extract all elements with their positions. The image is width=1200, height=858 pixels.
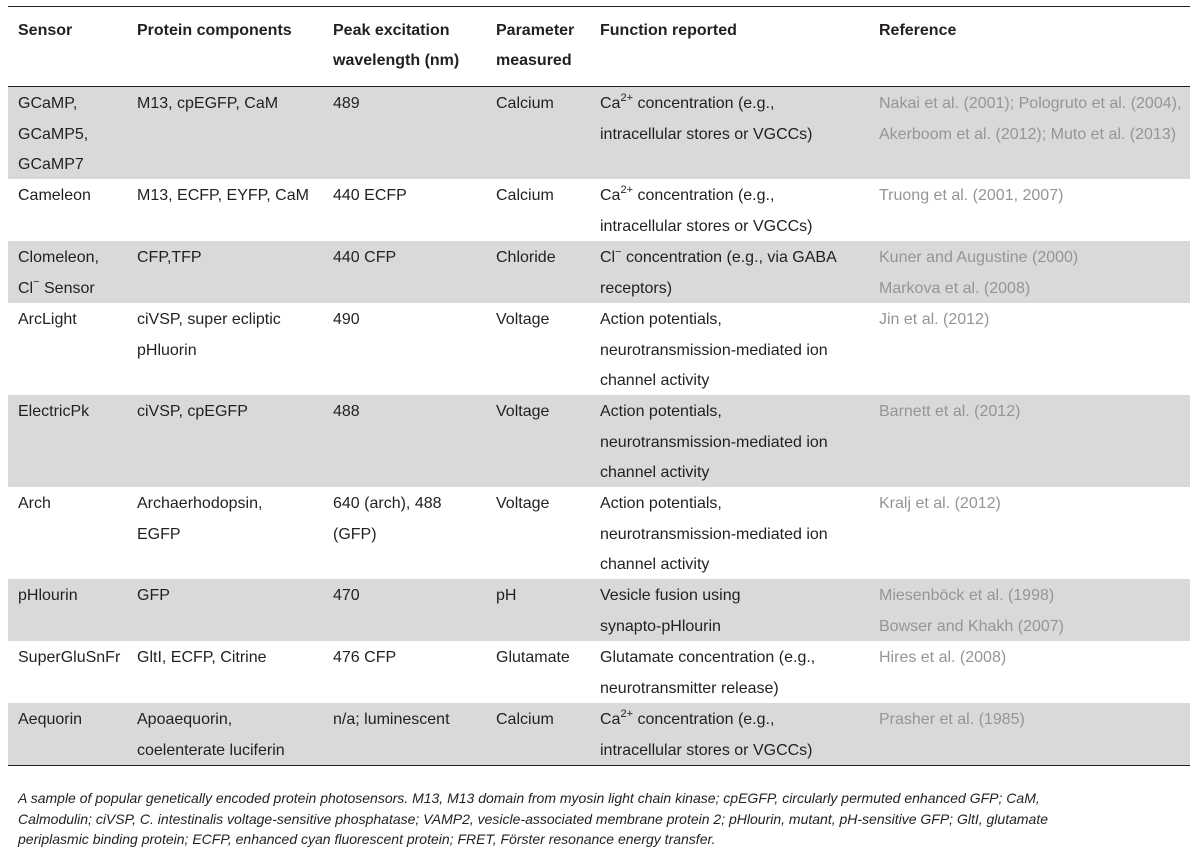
- cell-function-reported: [590, 705, 869, 766]
- cell-line: Kralj et al. (2012): [879, 495, 1001, 512]
- cell-line: GCaMP5,: [18, 125, 89, 143]
- cell-line: ciVSP, cpEGFP: [137, 403, 248, 420]
- table-row: [8, 579, 1190, 641]
- cell-line: intracellular stores or VGCCs): [600, 217, 813, 235]
- cell-line: $Ca^{2+}$ concentration (e.g.,: [600, 707, 775, 728]
- cell-line: Clomeleon,: [18, 249, 99, 266]
- cell-sensor: [8, 89, 127, 181]
- cell-line: pHluorin: [137, 341, 197, 359]
- cell-sensor: [8, 305, 127, 336]
- cell-peak-excitation: [323, 705, 486, 736]
- cell-line: neurotransmission-mediated ion: [600, 525, 828, 543]
- cell-line: $Ca^{2+}$ concentration (e.g.,: [600, 91, 775, 112]
- cell-line: Miesenböck et al. (1998): [879, 587, 1055, 604]
- cell-parameter-measured: [486, 181, 590, 212]
- cell-line: 476 CFP: [333, 649, 397, 666]
- cell-sensor: [8, 581, 127, 612]
- cell-line: Calcium: [496, 95, 554, 112]
- cell-reference: [869, 489, 1190, 520]
- cell-line: Action potentials,: [600, 495, 722, 512]
- cell-line: Archaerhodopsin,: [137, 495, 263, 512]
- cell-line: ciVSP, super ecliptic: [137, 311, 281, 328]
- cell-line: Glutamate concentration (e.g.,: [600, 649, 816, 666]
- cell-line: 490: [333, 311, 360, 328]
- cell-line: synapto-pHlourin: [600, 617, 721, 635]
- cell-line: M13, cpEGFP, CaM: [137, 95, 279, 112]
- cell-line: Chloride: [496, 249, 556, 266]
- cell-protein-components: [127, 89, 323, 120]
- cell-line: 640 (arch), 488: [333, 495, 442, 512]
- cell-line: Voltage: [496, 311, 550, 328]
- cell-line: 489: [333, 95, 360, 112]
- cell-function-reported: [590, 397, 869, 489]
- cell-protein-components: [127, 643, 323, 674]
- cell-line: Barnett et al. (2012): [879, 403, 1021, 420]
- cell-parameter-measured: [486, 643, 590, 674]
- cell-line: GltI, ECFP, Citrine: [137, 649, 267, 666]
- cell-sensor: [8, 705, 127, 736]
- cell-reference: [869, 89, 1190, 150]
- cell-protein-components: [127, 489, 323, 550]
- cell-line: Nakai et al. (2001); Pologruto et al. (2004),: [879, 95, 1182, 112]
- caption-line: A sample of popular genetically encoded protein photosensors. M13, M13 domain from myosin light chain kinase; cpEGFP, circularly permuted enhanced GFP; CaM,: [18, 790, 1040, 806]
- cell-reference: [869, 705, 1190, 736]
- header-peak-excitation: Peak excitation wavelength (nm): [333, 22, 460, 69]
- cell-sensor: [8, 489, 127, 520]
- cell-line: GCaMP7: [18, 156, 84, 173]
- cell-line: GCaMP,: [18, 95, 78, 112]
- cell-line: EGFP: [137, 525, 181, 543]
- table-row: [8, 87, 1190, 179]
- cell-sensor: [8, 243, 127, 304]
- cell-peak-excitation: [323, 243, 486, 274]
- cell-line: 440 CFP: [333, 249, 397, 266]
- cell-function-reported: [590, 305, 869, 397]
- cell-reference: [869, 581, 1190, 642]
- cell-line: $Ca^{2+}$ concentration (e.g.,: [600, 183, 775, 204]
- cell-function-reported: [590, 89, 869, 150]
- cell-parameter-measured: [486, 89, 590, 120]
- cell-line: Bowser and Khakh (2007): [879, 617, 1064, 635]
- cell-parameter-measured: [486, 243, 590, 274]
- table-row: [8, 703, 1190, 765]
- cell-line: pHlourin: [18, 587, 78, 604]
- cell-line: neurotransmission-mediated ion: [600, 433, 828, 451]
- cell-line: Action potentials,: [600, 311, 722, 328]
- header-protein-components: Protein components: [137, 22, 292, 39]
- header-reference: Reference: [879, 22, 957, 39]
- table-row: [8, 303, 1190, 395]
- cell-function-reported: [590, 643, 869, 704]
- sensor-table: [8, 6, 1190, 766]
- cell-protein-components: [127, 181, 323, 212]
- cell-line: n/a; luminescent: [333, 711, 450, 728]
- cell-line: Kuner and Augustine (2000): [879, 249, 1079, 266]
- cell-reference: [869, 397, 1190, 428]
- header-sensor: Sensor: [18, 22, 73, 39]
- cell-line: Vesicle fusion using: [600, 587, 741, 604]
- table-row: [8, 641, 1190, 703]
- cell-line: 470: [333, 587, 360, 604]
- cell-line: Arch: [18, 495, 51, 512]
- cell-line: Cl− concentration (e.g., via GABA: [600, 245, 837, 266]
- cell-parameter-measured: [486, 581, 590, 612]
- cell-sensor: [8, 643, 127, 674]
- header-function-reported: Function reported: [600, 22, 737, 39]
- cell-parameter-measured: [486, 305, 590, 336]
- table-row: [8, 395, 1190, 487]
- cell-line: coelenterate luciferin: [137, 741, 285, 759]
- cell-line: Calcium: [496, 711, 554, 728]
- cell-line: M13, ECFP, EYFP, CaM: [137, 187, 309, 204]
- cell-line: Jin et al. (2012): [879, 311, 990, 328]
- cell-protein-components: [127, 581, 323, 612]
- cell-protein-components: [127, 705, 323, 766]
- cell-line: Hires et al. (2008): [879, 649, 1007, 666]
- cell-line: pH: [496, 587, 517, 604]
- caption-line: periplasmic binding protein; ECFP, enhanced cyan fluorescent protein; FRET, Förster resonance energy transfer.: [18, 831, 716, 847]
- cell-parameter-measured: [486, 705, 590, 736]
- cell-function-reported: [590, 581, 869, 642]
- cell-sensor: [8, 397, 127, 428]
- cell-line: channel activity: [600, 556, 710, 573]
- cell-protein-components: [127, 305, 323, 366]
- cell-reference: [869, 643, 1190, 674]
- cell-line: ArcLight: [18, 311, 77, 328]
- cell-line: SuperGluSnFr: [18, 649, 121, 666]
- cell-function-reported: [590, 243, 869, 304]
- cell-peak-excitation: [323, 643, 486, 674]
- cell-line: neurotransmitter release): [600, 679, 779, 697]
- cell-reference: [869, 181, 1190, 212]
- cell-peak-excitation: [323, 397, 486, 428]
- table-row: [8, 487, 1190, 579]
- cell-line: Voltage: [496, 495, 550, 512]
- cell-parameter-measured: [486, 397, 590, 428]
- cell-line: Truong et al. (2001, 2007): [879, 187, 1064, 204]
- cell-protein-components: [127, 243, 323, 274]
- table-body: [8, 87, 1190, 765]
- cell-peak-excitation: [323, 581, 486, 612]
- cell-reference: [869, 243, 1190, 304]
- cell-line: 440 ECFP: [333, 187, 407, 204]
- cell-protein-components: [127, 397, 323, 428]
- cell-line: Voltage: [496, 403, 550, 420]
- table-caption: [18, 788, 1193, 850]
- cell-sensor: [8, 181, 127, 212]
- cell-line: CFP,TFP: [137, 249, 202, 266]
- cell-line: 488: [333, 403, 360, 420]
- cell-line: (GFP): [333, 525, 377, 543]
- cell-line: channel activity: [600, 464, 710, 481]
- cell-line: Cameleon: [18, 187, 91, 204]
- cell-line: Prasher et al. (1985): [879, 711, 1025, 728]
- table-header-row: [8, 7, 1190, 86]
- cell-line: neurotransmission-mediated ion: [600, 341, 828, 359]
- caption-line: Calmodulin; ciVSP, C. intestinalis voltage-sensitive phosphatase; VAMP2, vesicle-associated membrane protein 2; pHlourin, mutant, pH-sensitive GFP; GltI, glutamate: [18, 810, 1049, 827]
- cell-line: Cl− Sensor: [18, 276, 95, 297]
- cell-line: GFP: [137, 587, 170, 604]
- cell-line: intracellular stores or VGCCs): [600, 741, 813, 759]
- header-parameter-measured: Parameter measured: [496, 22, 575, 69]
- cell-reference: [869, 305, 1190, 336]
- cell-peak-excitation: [323, 489, 486, 550]
- cell-parameter-measured: [486, 489, 590, 520]
- cell-peak-excitation: [323, 89, 486, 120]
- cell-line: channel activity: [600, 372, 710, 389]
- cell-peak-excitation: [323, 305, 486, 336]
- cell-line: Aequorin: [18, 711, 83, 728]
- cell-function-reported: [590, 181, 869, 242]
- cell-line: Markova et al. (2008): [879, 279, 1031, 297]
- cell-line: Akerboom et al. (2012); Muto et al. (2013): [879, 125, 1177, 143]
- table-row: [8, 241, 1190, 303]
- cell-line: intracellular stores or VGCCs): [600, 125, 813, 143]
- cell-line: Apoaequorin,: [137, 711, 233, 728]
- cell-line: Glutamate: [496, 649, 570, 666]
- cell-line: receptors): [600, 279, 673, 297]
- cell-function-reported: [590, 489, 869, 581]
- table-row: [8, 179, 1190, 241]
- cell-line: ElectricPk: [18, 403, 90, 420]
- cell-line: Calcium: [496, 187, 554, 204]
- cell-line: Action potentials,: [600, 403, 722, 420]
- cell-peak-excitation: [323, 181, 486, 212]
